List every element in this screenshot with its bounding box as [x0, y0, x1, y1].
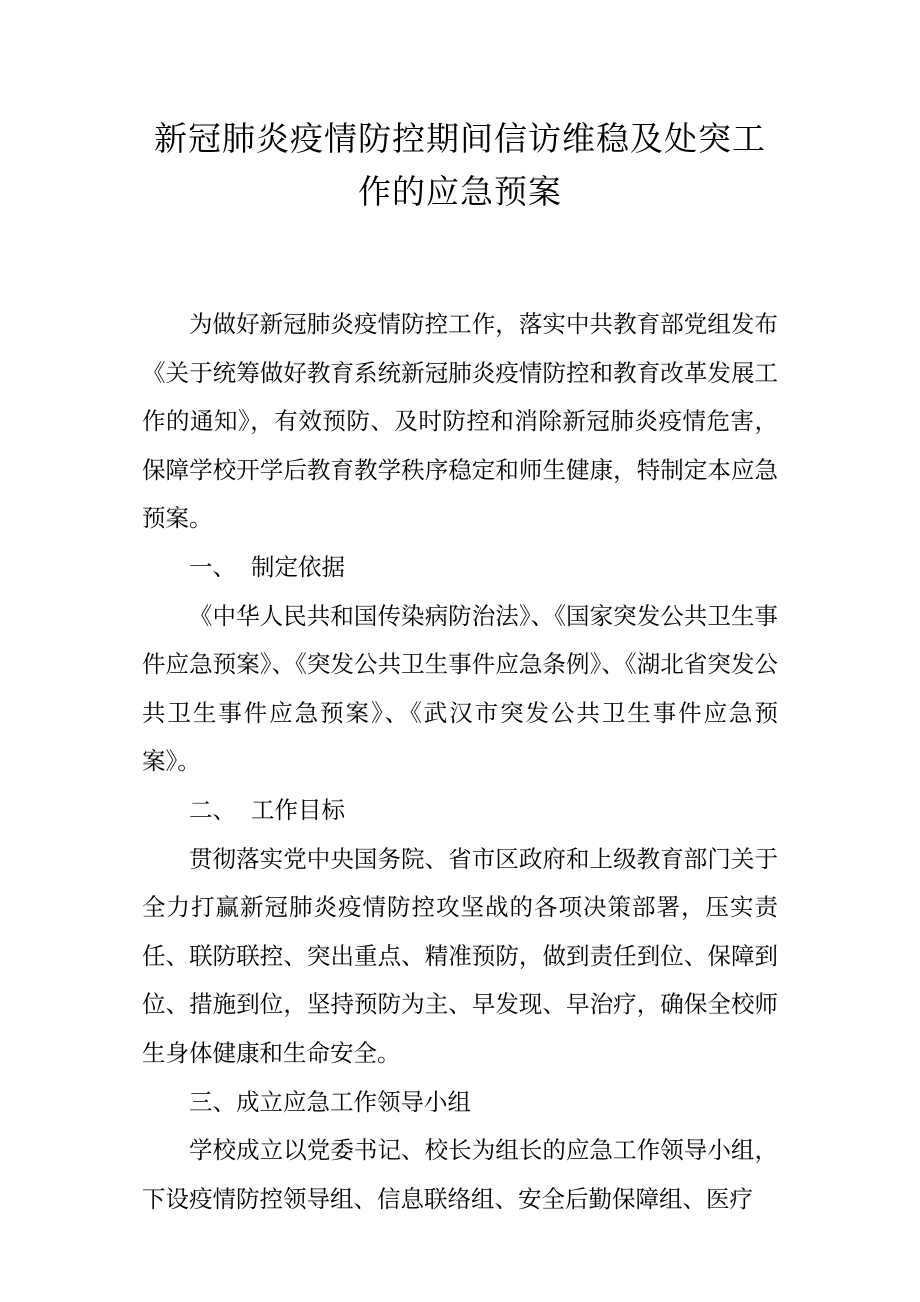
title-line-2: 作的应急预案 [358, 172, 562, 211]
section-body-basis: 《中华人民共和国传染病防治法》、《国家突发公共卫生事件应急预案》、《突发公共卫生事件应急条例》、《湖北省突发公共卫生事件应急预案》、《武汉市突发公共卫生事件应急预案》。 [142, 601, 778, 776]
section-body-goals: 贯彻落实党中央国务院、省市区政府和上级教育部门关于全力打赢新冠肺炎疫情防控攻坚战的各项决策部署，压实责任、联防联控、突出重点、精准预防，做到责任到位、保障到位、措施到位，坚持预防为主、早发现、早治疗，确保全校师生身体健康和生命安全。 [142, 844, 778, 1067]
title-line-1: 新冠肺炎疫情防控期间信访维稳及处突工 [154, 119, 766, 158]
document-body [142, 300, 778, 1223]
section-heading-basis: 一、 制定依据 [189, 552, 345, 581]
section-body-leadership: 学校成立以党委书记、校长为组长的应急工作领导小组，下设疫情防控领导组、信息联络组、安全后勤保障组、医疗 [142, 1136, 778, 1213]
intro-paragraph: 为做好新冠肺炎疫情防控工作，落实中共教育部党组发布《关于统筹做好教育系统新冠肺炎疫情防控和教育改革发展工作的通知》，有效预防、及时防控和消除新冠肺炎疫情危害，保障学校开学后教育教学秩序稳定和师生健康，特制定本应急预案。 [142, 310, 778, 533]
section-heading-leadership: 三、成立应急工作领导小组 [189, 1087, 471, 1116]
section-heading-goals: 二、 工作目标 [189, 795, 345, 824]
document-title [142, 112, 778, 218]
